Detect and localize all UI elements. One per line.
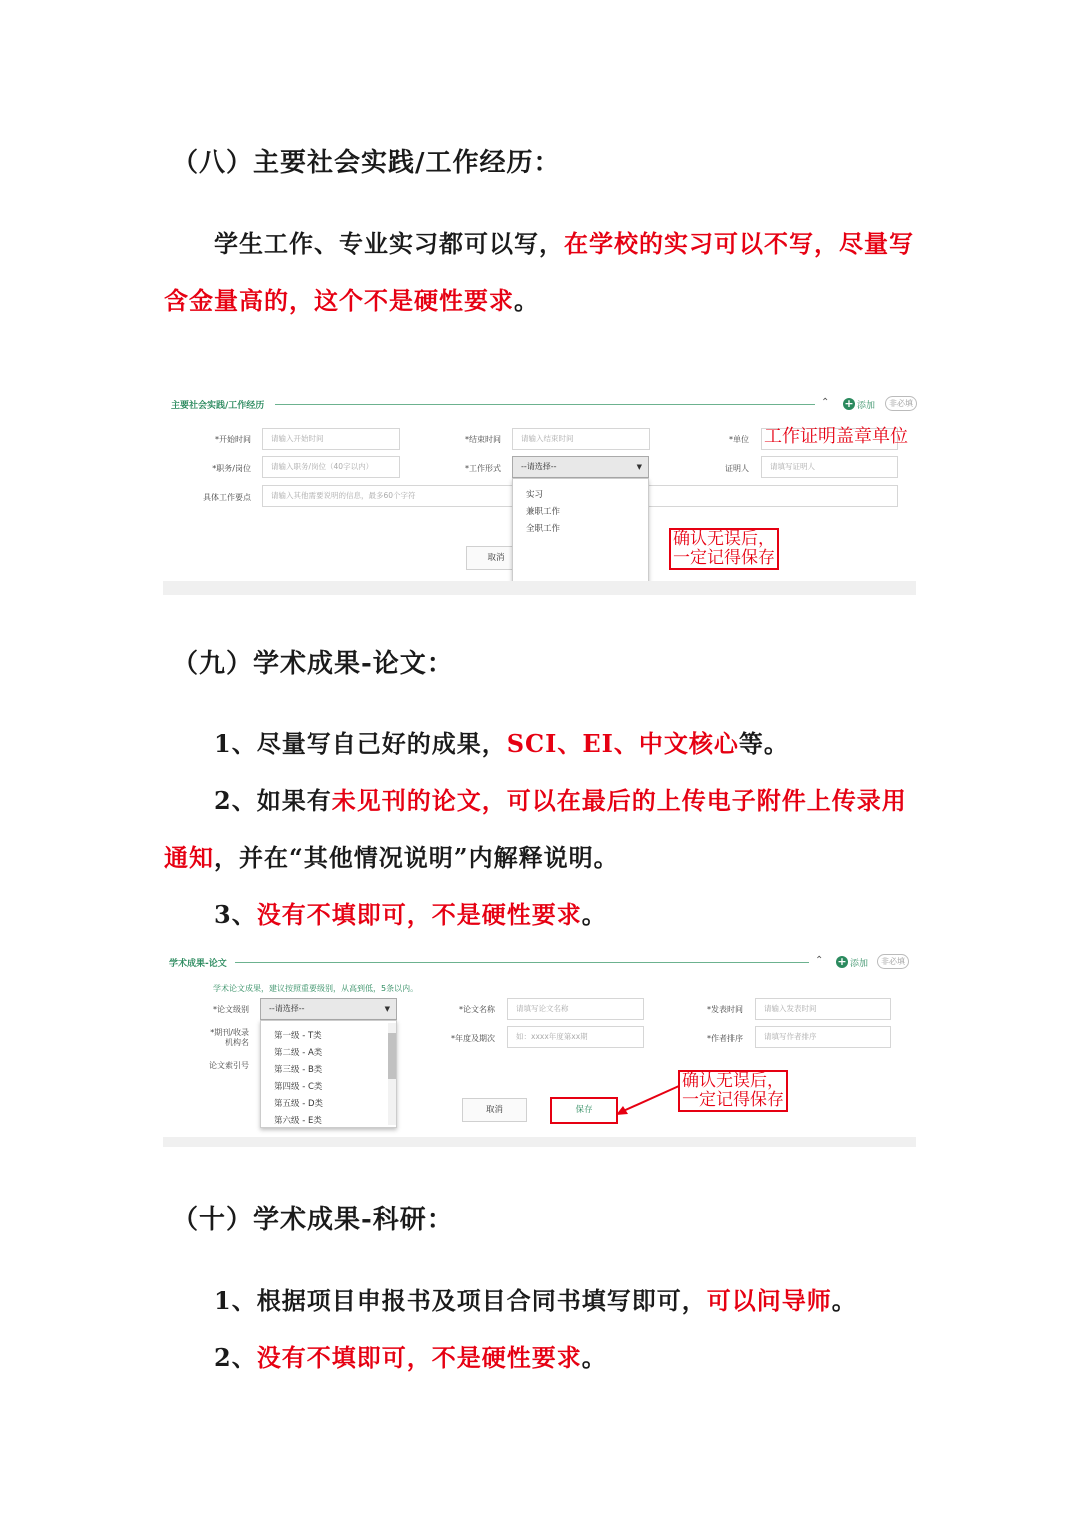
option-level-2[interactable]: 第二级 - A类 — [274, 1048, 323, 1058]
item2-red: 未见刊的论文，可以在最后的上传电子附件上传录用 — [331, 786, 907, 815]
work-section-title: 主要社会实践/工作经历 — [171, 401, 265, 411]
item3-red: 没有不填即可，不是硬性要求 — [256, 900, 582, 929]
option-level-4[interactable]: 第四级 - C类 — [274, 1082, 323, 1092]
save-reminder-callout — [678, 1070, 788, 1112]
level-select[interactable] — [260, 998, 397, 1020]
panel-bottom-band — [163, 581, 916, 595]
add-icon[interactable]: + — [844, 397, 854, 410]
pubtime-input[interactable]: 请输入发表时间 — [755, 998, 891, 1020]
s10-item2-tail: 。 — [581, 1343, 607, 1372]
optional-badge: 非必填 — [885, 396, 917, 411]
start-time-input[interactable]: 请输入开始时间 — [262, 428, 400, 450]
end-time-label: *结束时间 — [465, 435, 501, 444]
option-internship[interactable]: 实习 — [526, 490, 544, 500]
section10-item1 — [214, 1281, 857, 1316]
item1-text: 1、尽量写自己好的成果， — [214, 729, 507, 758]
paper-section-title: 学术成果-论文 — [169, 959, 227, 969]
title-label: *论文名称 — [459, 1005, 495, 1014]
section8-text-red-2: 含金量高的，这个不是硬性要求 — [164, 286, 514, 315]
section9-heading: （九）学术成果-论文： — [172, 649, 454, 679]
add-button[interactable]: 添加 — [857, 401, 876, 411]
section8-text-period: 。 — [514, 286, 539, 315]
add-icon[interactable]: + — [837, 955, 847, 968]
arrow-icon — [613, 1084, 683, 1120]
option-level-3[interactable]: 第三级 - B类 — [274, 1065, 323, 1075]
section9-item1 — [214, 724, 789, 759]
work-experience-screenshot — [163, 386, 916, 595]
cancel-button[interactable]: 取消 — [462, 1098, 527, 1122]
s10-item1-red: 可以问导师 — [706, 1286, 832, 1315]
callout-line1: 确认无误后， — [682, 1071, 784, 1091]
paper-hint: 学术论文成果，建议按照重要级别，从高到低，5条以内。 — [213, 984, 419, 993]
section-divider — [275, 404, 815, 405]
level-label: *论文级别 — [213, 1005, 249, 1014]
s10-item1-text: 1、根据项目申报书及项目合同书填写即可， — [214, 1286, 707, 1315]
title-input[interactable]: 请填写论文名称 — [507, 998, 644, 1020]
witness-label: 证明人 — [725, 464, 749, 473]
item3-number: 3、 — [214, 900, 257, 929]
work-type-dropdown — [512, 478, 649, 586]
level-value: --请选择-- — [269, 1004, 305, 1013]
level-dropdown — [260, 1020, 397, 1128]
author-order-input[interactable]: 请填写作者排序 — [755, 1026, 891, 1048]
work-type-value: --请选择-- — [521, 462, 557, 471]
callout-line2: 一定记得保存 — [673, 548, 775, 568]
work-type-select[interactable] — [512, 456, 649, 478]
end-time-input[interactable]: 请输入结束时间 — [512, 428, 650, 450]
option-level-6[interactable]: 第六级 - E类 — [274, 1116, 322, 1126]
unit-label: *单位 — [729, 435, 749, 444]
chevron-up-icon[interactable]: ⌃ — [815, 955, 824, 966]
section8-text-red: 在学校的实习可以不写，尽量写 — [564, 229, 914, 258]
option-part-time[interactable]: 兼职工作 — [526, 507, 561, 517]
item2-text: 2、如果有 — [214, 786, 332, 815]
item1-red: SCI、EI、中文核心 — [506, 729, 739, 758]
dropdown-scroll-thumb[interactable] — [388, 1033, 396, 1079]
s10-item1-tail: 。 — [831, 1286, 857, 1315]
section8-paragraph-line1 — [214, 224, 914, 259]
year-label: *年度及期次 — [451, 1034, 495, 1043]
save-reminder-callout — [669, 528, 779, 570]
s10-item2-red: 没有不填即可，不是硬性要求 — [256, 1343, 582, 1372]
witness-input[interactable]: 请填写证明人 — [761, 456, 898, 478]
section8-text-black: 学生工作、专业实习都可以写， — [214, 229, 564, 258]
detail-label: 具体工作要点 — [203, 493, 251, 502]
journal-label-line2: 机构名 — [225, 1038, 249, 1047]
cancel-button[interactable]: 取消 — [466, 546, 526, 570]
journal-label-line1: *期刊/收录 — [210, 1028, 249, 1037]
section9-item2-line1 — [214, 781, 907, 816]
section9-item2-line2 — [164, 838, 619, 873]
callout-line1: 确认无误后， — [673, 529, 775, 549]
paper-screenshot — [163, 946, 916, 1147]
option-level-1[interactable]: 第一级 - T类 — [274, 1031, 322, 1041]
unit-note: 工作证明盖章单位 — [764, 426, 908, 447]
callout-line2: 一定记得保存 — [682, 1090, 784, 1110]
option-level-5[interactable]: 第五级 - D类 — [274, 1099, 324, 1109]
section-divider — [235, 962, 809, 963]
section8-paragraph-line2 — [164, 281, 539, 316]
position-label: *职务/岗位 — [212, 464, 251, 473]
section10-heading: （十）学术成果-科研： — [172, 1205, 454, 1235]
item2-red-2: 通知 — [164, 843, 214, 872]
position-input[interactable]: 请输入职务/岗位（40字以内） — [262, 456, 400, 478]
caret-down-icon: ▼ — [384, 1005, 390, 1013]
section9-item3 — [214, 895, 607, 930]
year-input[interactable]: 如：xxxx年度第xx期 — [507, 1026, 644, 1048]
work-type-label: *工作形式 — [465, 464, 501, 473]
section10-item2 — [214, 1338, 607, 1373]
save-button[interactable]: 保存 — [550, 1097, 618, 1124]
option-full-time[interactable]: 全职工作 — [526, 524, 561, 534]
chevron-up-icon[interactable]: ⌃ — [821, 397, 830, 408]
journal-label — [193, 1028, 249, 1048]
optional-badge: 非必填 — [877, 954, 909, 969]
section8-heading: （八）主要社会实践/工作经历： — [172, 148, 561, 178]
item2-tail: ，并在“其他情况说明”内解释说明。 — [214, 843, 619, 872]
caret-down-icon: ▼ — [636, 463, 642, 471]
index-label: 论文索引号 — [209, 1061, 249, 1070]
item3-tail: 。 — [581, 900, 607, 929]
start-time-label: *开始时间 — [215, 435, 251, 444]
add-button[interactable]: 添加 — [850, 959, 869, 969]
detail-input[interactable]: 请输入其他需要说明的信息，最多60个字符 — [262, 485, 898, 507]
item1-tail: 等。 — [738, 729, 789, 758]
author-order-label: *作者排序 — [707, 1034, 743, 1043]
panel-bottom-band — [163, 1137, 916, 1147]
s10-item2-number: 2、 — [214, 1343, 257, 1372]
pubtime-label: *发表时间 — [707, 1005, 743, 1014]
